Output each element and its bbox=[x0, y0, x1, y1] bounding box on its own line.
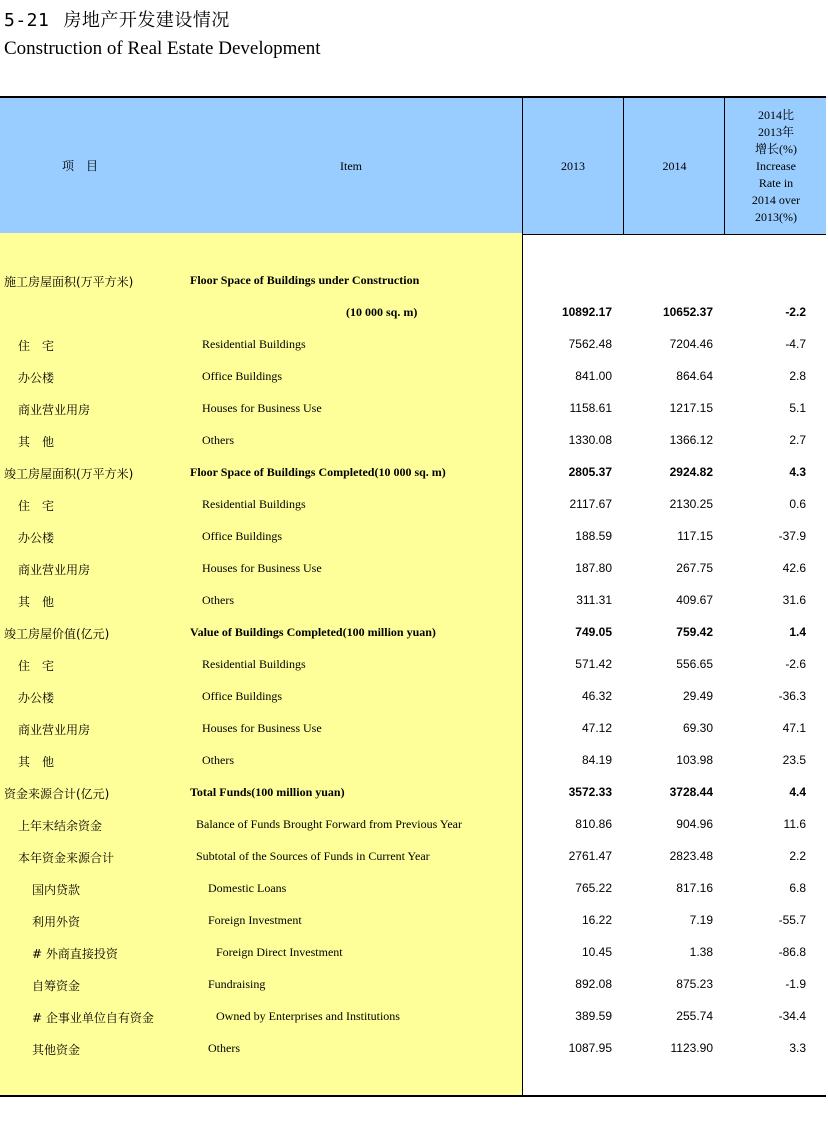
value-2013: 188.59 bbox=[575, 529, 612, 543]
table-row bbox=[0, 552, 826, 584]
header-rate-line: 增长(%) bbox=[754, 141, 797, 156]
value-2014: 817.16 bbox=[676, 881, 713, 895]
row-label-en: Others bbox=[202, 593, 234, 607]
value-2014: 1.38 bbox=[689, 945, 713, 959]
value-2013: 7562.48 bbox=[568, 337, 612, 351]
table-title-en: Construction of Real Estate Development bbox=[4, 38, 321, 59]
value-2013: 810.86 bbox=[575, 817, 612, 831]
value-rate: -36.3 bbox=[778, 689, 806, 703]
value-rate: 5.1 bbox=[789, 401, 806, 415]
value-rate: 31.6 bbox=[782, 593, 806, 607]
table-row bbox=[0, 936, 826, 968]
row-label-en: Domestic Loans bbox=[208, 881, 287, 895]
value-2014: 69.30 bbox=[682, 721, 713, 735]
value-rate: 42.6 bbox=[782, 561, 806, 575]
table-row bbox=[0, 648, 826, 680]
row-label-cn: 自筹资金 bbox=[32, 979, 81, 993]
table-row bbox=[0, 872, 826, 904]
header-rate bbox=[724, 98, 827, 234]
value-rate: 4.4 bbox=[789, 785, 806, 799]
value-2013: 749.05 bbox=[575, 625, 612, 639]
header-rate-line: 2013年 bbox=[757, 124, 794, 139]
value-rate: 1.4 bbox=[789, 625, 806, 639]
value-rate: 3.3 bbox=[789, 1041, 806, 1055]
value-rate: 23.5 bbox=[782, 753, 806, 767]
row-label-en: Office Buildings bbox=[202, 689, 283, 703]
table-row bbox=[0, 328, 826, 360]
row-label-en: Owned by Enterprises and Institutions bbox=[216, 1009, 400, 1023]
table-number: 5-21 bbox=[4, 10, 50, 31]
value-rate: -37.9 bbox=[778, 529, 806, 543]
table-row bbox=[0, 616, 826, 648]
row-label-en: Residential Buildings bbox=[202, 337, 306, 351]
value-rate: 2.8 bbox=[789, 369, 806, 383]
value-2013: 1158.61 bbox=[569, 401, 612, 415]
value-rate: -4.7 bbox=[785, 337, 806, 351]
header-item-cn: 项 目 bbox=[61, 158, 98, 173]
table-title-cn-text: 房地产开发建设情况 bbox=[63, 10, 230, 31]
value-2013: 841.00 bbox=[575, 369, 612, 383]
table-row bbox=[0, 840, 826, 872]
value-2014: 1366.12 bbox=[669, 433, 713, 447]
header-rate-line: 2013(%) bbox=[754, 209, 797, 224]
row-label-en: Floor Space of Buildings under Construction bbox=[190, 273, 420, 287]
row-label-cn: 其 他 bbox=[18, 435, 55, 449]
table-row bbox=[0, 968, 826, 1000]
row-label-en: Foreign Investment bbox=[208, 913, 302, 927]
value-2013: 1330.08 bbox=[568, 433, 612, 447]
table-row bbox=[0, 584, 826, 616]
header-2013: 2013 bbox=[522, 98, 623, 234]
row-label-en: Value of Buildings Completed(100 million yuan) bbox=[190, 625, 436, 639]
row-label-en: Houses for Business Use bbox=[202, 721, 322, 735]
value-rate: 4.3 bbox=[789, 465, 806, 479]
table-row bbox=[0, 520, 826, 552]
row-label-cn: 竣工房屋价值(亿元) bbox=[4, 627, 110, 641]
value-2013: 892.08 bbox=[575, 977, 612, 991]
row-label-cn: 商业营业用房 bbox=[18, 563, 91, 577]
value-rate: 47.1 bbox=[782, 721, 806, 735]
row-label-cn: 利用外资 bbox=[32, 915, 81, 929]
table-row bbox=[0, 424, 826, 456]
value-2014: 875.23 bbox=[676, 977, 713, 991]
row-label-en: Others bbox=[202, 433, 234, 447]
row-label-en: Balance of Funds Brought Forward from Previous Year bbox=[196, 817, 462, 831]
table-row bbox=[0, 264, 826, 296]
value-2014: 7204.46 bbox=[669, 337, 713, 351]
value-2013: 2117.67 bbox=[569, 497, 612, 511]
row-label-en: Office Buildings bbox=[202, 369, 283, 383]
value-rate: -1.9 bbox=[785, 977, 806, 991]
row-label-cn: 上年末结余资金 bbox=[18, 819, 103, 833]
table-header bbox=[0, 96, 826, 235]
header-rate-line: Increase bbox=[756, 158, 796, 173]
value-2013: 2761.47 bbox=[568, 849, 612, 863]
value-2014: 1217.15 bbox=[669, 401, 713, 415]
value-rate: -34.4 bbox=[778, 1009, 806, 1023]
row-label-cn: 施工房屋面积(万平方米) bbox=[4, 275, 134, 289]
row-label-en: Fundraising bbox=[208, 977, 266, 991]
value-2013: 389.59 bbox=[575, 1009, 612, 1023]
value-2014: 267.75 bbox=[676, 561, 713, 575]
row-label-cn: 其 他 bbox=[18, 755, 55, 769]
value-2014: 29.49 bbox=[682, 689, 713, 703]
table-row bbox=[0, 808, 826, 840]
value-2013: 311.31 bbox=[576, 593, 612, 607]
row-label-en: Floor Space of Buildings Completed(10 000 sq. m) bbox=[190, 465, 446, 479]
row-label-cn: 竣工房屋面积(万平方米) bbox=[4, 467, 134, 481]
header-item-en: Item bbox=[340, 158, 362, 173]
row-label-en: Office Buildings bbox=[202, 529, 283, 543]
row-label-en: Residential Buildings bbox=[202, 497, 306, 511]
table-bottom-rule bbox=[0, 1095, 826, 1097]
value-2013: 1087.95 bbox=[568, 1041, 612, 1055]
value-2014: 117.15 bbox=[677, 529, 713, 543]
value-2014: 7.19 bbox=[689, 913, 713, 927]
table-row bbox=[0, 296, 826, 328]
table-row bbox=[0, 456, 826, 488]
value-2013: 765.22 bbox=[575, 881, 612, 895]
value-rate: -2.2 bbox=[785, 305, 806, 319]
row-label-en: Total Funds(100 million yuan) bbox=[190, 785, 345, 799]
value-2014: 103.98 bbox=[676, 753, 713, 767]
value-rate: 2.2 bbox=[789, 849, 806, 863]
value-2014: 255.74 bbox=[676, 1009, 713, 1023]
row-label-en: Houses for Business Use bbox=[202, 401, 322, 415]
header-rate-line: 2014 over bbox=[751, 192, 801, 207]
table-row bbox=[0, 744, 826, 776]
value-rate: 2.7 bbox=[789, 433, 806, 447]
row-label-cn: 其 他 bbox=[18, 595, 55, 609]
value-2014: 904.96 bbox=[676, 817, 713, 831]
row-label-cn: # 企事业单位自有资金 bbox=[32, 1011, 154, 1025]
table-row bbox=[0, 712, 826, 744]
value-2014: 409.67 bbox=[676, 593, 713, 607]
value-rate: 0.6 bbox=[789, 497, 806, 511]
row-label-en: Others bbox=[202, 753, 234, 767]
value-2013: 2805.37 bbox=[568, 465, 612, 479]
row-label-cn: 办公楼 bbox=[18, 531, 55, 545]
value-2014: 3728.44 bbox=[669, 785, 713, 799]
row-label-cn: 国内贷款 bbox=[32, 883, 81, 897]
row-label-en: Houses for Business Use bbox=[202, 561, 322, 575]
table-row bbox=[0, 360, 826, 392]
row-label-cn: 住 宅 bbox=[18, 339, 55, 353]
value-2013: 10892.17 bbox=[561, 305, 612, 319]
row-label-cn: 办公楼 bbox=[18, 691, 55, 705]
value-2013: 84.19 bbox=[581, 753, 612, 767]
value-2014: 556.65 bbox=[676, 657, 713, 671]
table-row bbox=[0, 776, 826, 808]
row-label-en: Subtotal of the Sources of Funds in Current Year bbox=[196, 849, 430, 863]
table-row bbox=[0, 392, 826, 424]
table-row bbox=[0, 904, 826, 936]
header-2014: 2014 bbox=[623, 98, 725, 234]
row-label-en: Others bbox=[208, 1041, 240, 1055]
row-label-cn: 商业营业用房 bbox=[18, 723, 91, 737]
value-2014: 10652.37 bbox=[662, 305, 713, 319]
table-row bbox=[0, 1000, 826, 1032]
value-2013: 187.80 bbox=[575, 561, 612, 575]
table-row bbox=[0, 680, 826, 712]
header-rate-line: 2014比 bbox=[757, 107, 794, 122]
value-rate: -55.7 bbox=[778, 913, 806, 927]
table-body bbox=[0, 264, 826, 1064]
value-2013: 16.22 bbox=[581, 913, 612, 927]
value-rate: 6.8 bbox=[789, 881, 806, 895]
row-label-cn: 本年资金来源合计 bbox=[18, 851, 115, 865]
value-2014: 2130.25 bbox=[669, 497, 713, 511]
row-label-en: Foreign Direct Investment bbox=[216, 945, 343, 959]
value-2013: 3572.33 bbox=[568, 785, 612, 799]
value-2013: 46.32 bbox=[581, 689, 612, 703]
value-rate: 11.6 bbox=[783, 817, 806, 831]
value-2014: 2823.48 bbox=[669, 849, 713, 863]
value-2013: 47.12 bbox=[581, 721, 612, 735]
value-2014: 2924.82 bbox=[669, 465, 713, 479]
row-label-cn: 办公楼 bbox=[18, 371, 55, 385]
table-row bbox=[0, 488, 826, 520]
row-label-en: Residential Buildings bbox=[202, 657, 306, 671]
value-2014: 864.64 bbox=[676, 369, 713, 383]
value-2014: 759.42 bbox=[676, 625, 713, 639]
table-row bbox=[0, 1032, 826, 1064]
table-title-cn bbox=[4, 6, 230, 32]
row-label-cn: # 外商直接投资 bbox=[32, 947, 118, 961]
value-rate: -2.6 bbox=[785, 657, 806, 671]
value-2014: 1123.90 bbox=[670, 1041, 713, 1055]
row-label-cn: 其他资金 bbox=[32, 1043, 81, 1057]
row-label-cn: 商业营业用房 bbox=[18, 403, 91, 417]
row-label-cn: 资金来源合计(亿元) bbox=[4, 787, 110, 801]
row-label-en: (10 000 sq. m) bbox=[346, 305, 418, 319]
value-2013: 10.45 bbox=[581, 945, 612, 959]
row-label-cn: 住 宅 bbox=[18, 499, 55, 513]
value-2013: 571.42 bbox=[575, 657, 612, 671]
value-rate: -86.8 bbox=[778, 945, 806, 959]
header-rate-line: Rate in bbox=[758, 175, 794, 190]
row-label-cn: 住 宅 bbox=[18, 659, 55, 673]
